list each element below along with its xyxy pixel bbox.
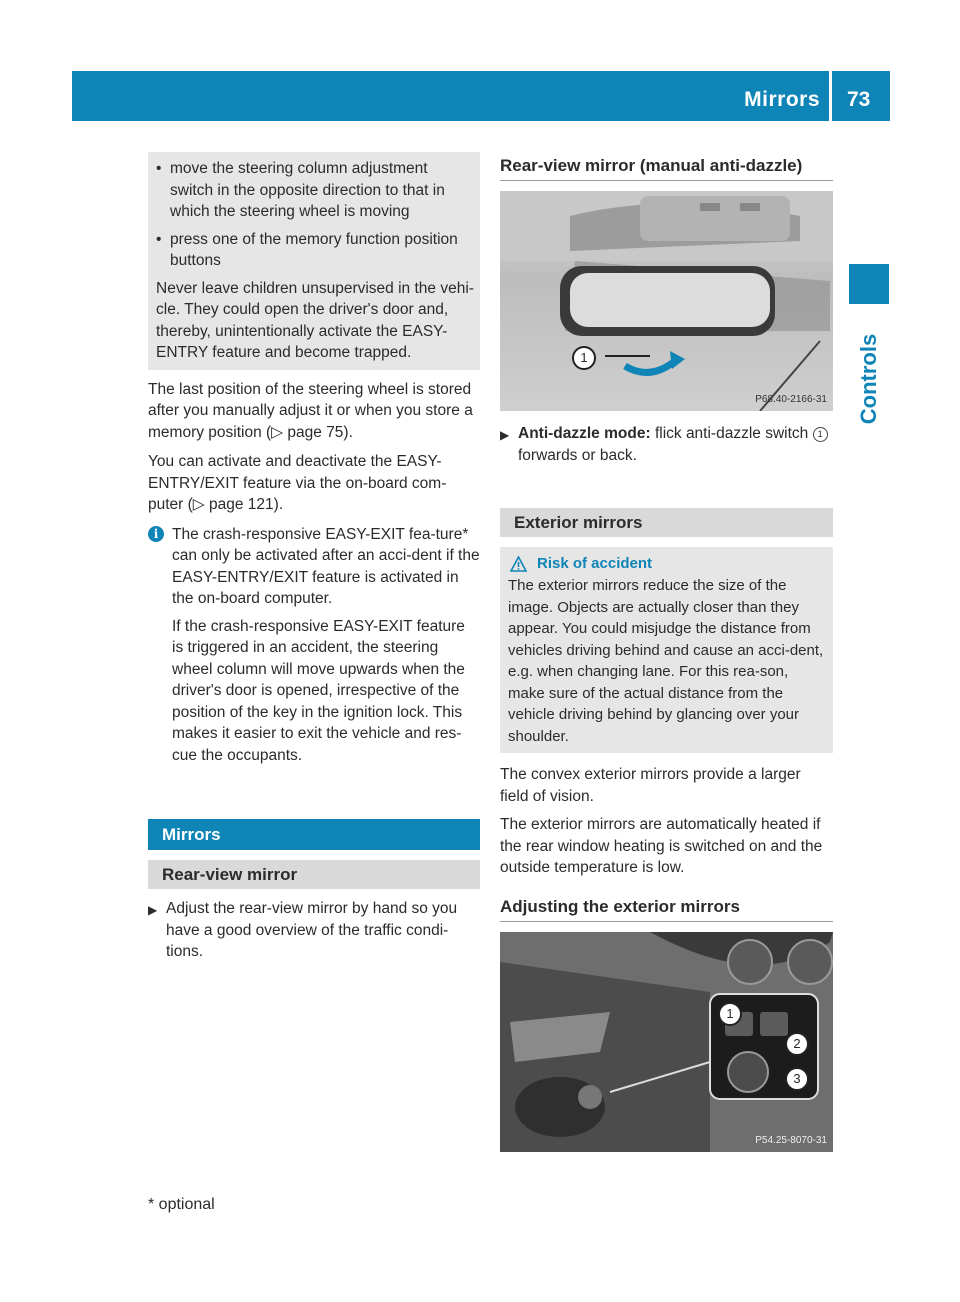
bullet-icon: • xyxy=(156,230,162,248)
callout-ref: 1 xyxy=(813,427,828,442)
section-heading-rearview: Rear-view mirror xyxy=(148,860,480,889)
header-divider xyxy=(829,71,832,121)
bullet-icon: • xyxy=(156,160,162,177)
paragraph: The last position of the steering wheel is stored after you manually adjust it or when you store a memory position (▷ page 75). xyxy=(148,380,473,441)
side-tab xyxy=(849,309,889,449)
page-number: 73 xyxy=(847,88,871,111)
exterior-mirror-controls-photo xyxy=(500,932,833,1152)
callout-3-marker: 3 xyxy=(785,1067,809,1091)
info-icon: i xyxy=(148,526,164,542)
paragraph: The exterior mirrors are automatically heated if the rear window heating is switched on and the outside temperature is low. xyxy=(500,816,823,876)
bullet-text: press one of the memory function position buttons xyxy=(170,230,458,269)
header-title: Mirrors xyxy=(744,88,820,111)
instruction-step xyxy=(500,423,833,466)
rearview-mirror-photo xyxy=(500,191,833,411)
list-item xyxy=(156,158,474,223)
warning-header xyxy=(508,555,827,572)
rearview-mirror-illustration xyxy=(500,191,833,411)
left-column xyxy=(148,152,480,963)
callout-2-marker: 2 xyxy=(785,1032,809,1056)
footnote: * optional xyxy=(148,1196,215,1213)
warning-triangle-icon xyxy=(510,556,527,572)
list-item xyxy=(156,229,474,272)
info-note xyxy=(148,524,480,767)
antidazzle-text-b: forwards or back. xyxy=(518,446,637,464)
section-heading-exterior: Exterior mirrors xyxy=(500,508,833,537)
info-text: If the crash-responsive EASY-EXIT feature is triggered in an accident, the steering wheel column will move upwards when the driver's door is opened, irrespective of the position of the key in the ignition lock. This makes it easier to exit the vehicle and res-cue the occupants. xyxy=(172,617,465,764)
paragraph: The convex exterior mirrors provide a larger field of vision. xyxy=(500,766,801,805)
info-text: The crash-responsive EASY-EXIT fea-ture* can only be activated after an acci-dent if the EASY-ENTRY/EXIT feature is activated in the on-board computer. xyxy=(172,525,480,607)
side-tab-label: Controls xyxy=(856,333,881,425)
door-panel-illustration xyxy=(500,932,833,1152)
side-tab-marker xyxy=(849,264,889,304)
warning-box xyxy=(500,547,833,753)
heading-adjusting-exterior: Adjusting the exterior mirrors xyxy=(500,897,833,922)
instruction-step xyxy=(148,898,480,963)
section-heading-mirrors: Mirrors xyxy=(148,819,480,850)
right-column xyxy=(500,156,833,1152)
warning-text: The exterior mirrors reduce the size of the image. Objects are actually closer than they appear. You could misjudge the distance from vehicles driving behind and cause an acci-dent, e.g. when changing lane. For this rea-son, make sure of the actual distance from the vehicle driving behind by glancing over your shoulder. xyxy=(508,577,824,745)
step-text: Adjust the rear-view mirror by hand so you have a good overview of the traffic condi-tions. xyxy=(166,900,458,960)
heading-manual-antidazzle: Rear-view mirror (manual anti-dazzle) xyxy=(500,156,833,181)
step-arrow-icon: ▶ xyxy=(500,428,510,442)
warning-title: Risk of accident xyxy=(537,555,653,572)
callout-1-marker: 1 xyxy=(718,1002,742,1026)
antidazzle-label: Anti-dazzle mode: xyxy=(518,425,651,442)
warning-text: Never leave children unsupervised in the vehi-cle. They could open the driver's door and, thereby, unintentionally activate the EASY-ENTRY feature and become trapped. xyxy=(156,279,474,361)
image-code: P68.40-2166-31 xyxy=(755,394,827,405)
image-code: P54.25-8070-31 xyxy=(755,1134,827,1146)
callout-1-marker: 1 xyxy=(572,346,596,370)
warning-box xyxy=(148,152,480,370)
step-arrow-icon: ▶ xyxy=(148,903,158,917)
paragraph: You can activate and deactivate the EASY-ENTRY/EXIT feature via the on-board com-puter (▷ page 121). xyxy=(148,453,447,513)
antidazzle-text-a: flick anti-dazzle switch xyxy=(654,425,809,442)
bullet-text: move the steering column adjustment switch in the opposite direction to that in which the steering wheel is moving xyxy=(170,160,445,220)
